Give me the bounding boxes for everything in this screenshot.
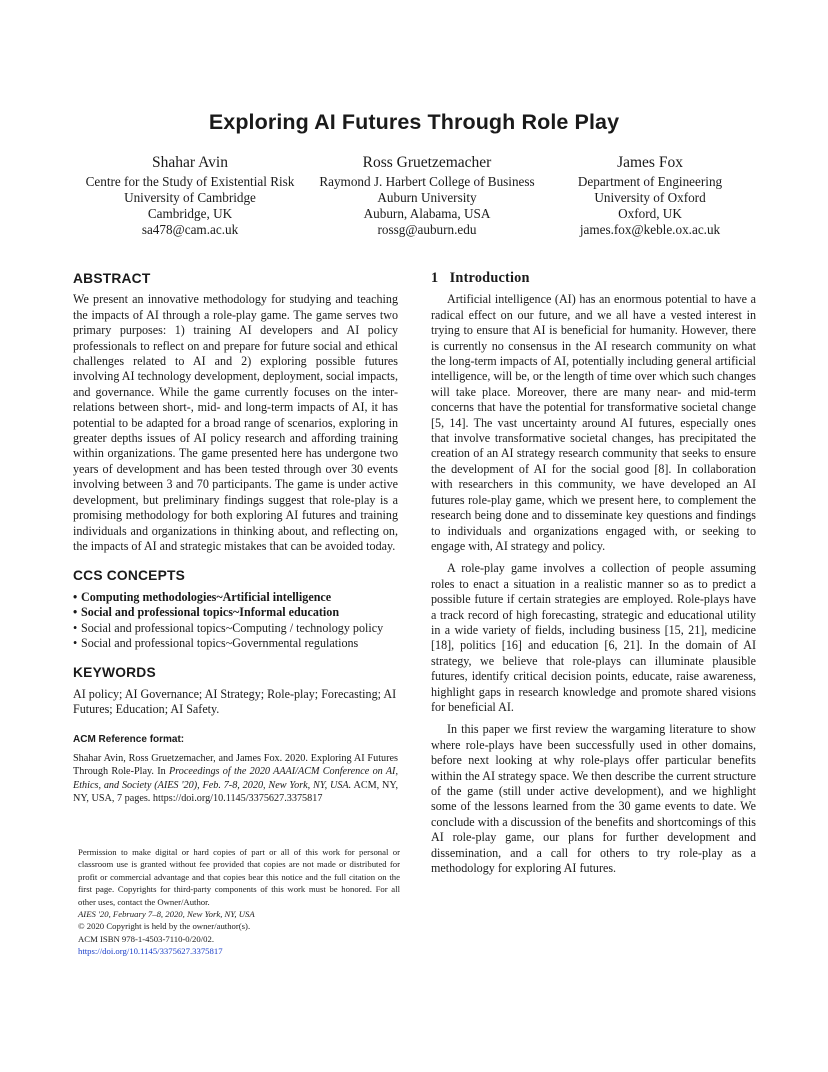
permission-copyright: © 2020 Copyright is held by the owner/author(s). bbox=[78, 921, 251, 932]
bullet-icon: • bbox=[73, 589, 78, 604]
ccs-item-text: Social and professional topics~Informal education bbox=[81, 605, 340, 620]
author-3 bbox=[560, 153, 740, 238]
doi-link[interactable]: https://doi.org/10.1145/3375627.3375817 bbox=[78, 946, 223, 957]
intro-paragraph: In this paper we first review the wargaming literature to show where role-plays have been successfully used in other domains, before next looking at why role-plays offer particular benefits within the AI strategy space. We then describe the current structure of the game (still under active development), and we highlight some of the lessons learned from the 30 game events to date. We conclude with a discussion of the benefits and shortcomings of this AI role-play game, our plans for further development and dissemination, and a call for others to try role-play as a methodology for exploring AI futures. bbox=[431, 722, 756, 876]
author-location: Cambridge, UK bbox=[147, 206, 233, 221]
ccs-item-text: Computing methodologies~Artificial intelligence bbox=[81, 589, 332, 604]
author-university: Auburn University bbox=[377, 190, 477, 205]
author-2 bbox=[312, 153, 542, 238]
acm-reference-heading: ACM Reference format: bbox=[73, 733, 185, 745]
author-name: Ross Gruetzemacher bbox=[362, 154, 492, 171]
intro-paragraph: A role-play game involves a collection of people assuming roles to enact a situation in a realistic manner so as to predict a possible future if certain strategies are employed. Role-plays have a track record of high forecasting, strategic and educational utility in a wide variety of fields, including business [15, 21], medicine [18], politics [16] and education [6, 21]. In the domain of AI strategy, we believe that role-plays can illuminate plausible futures, identify critical decision points, educate, raise awareness, highlight gaps in research knowledge and promote shared visions for beneficial AI. bbox=[431, 561, 756, 714]
ccs-list bbox=[73, 590, 398, 652]
acm-reference-text bbox=[73, 752, 398, 805]
author-email: rossg@auburn.edu bbox=[377, 222, 477, 237]
right-column bbox=[431, 271, 756, 876]
permission-notice bbox=[78, 846, 400, 958]
ccs-item bbox=[73, 605, 398, 620]
acm-reference-suffix: ACM, NY, NY, USA, 7 pages. https://doi.org/10.1145/3375627.3375817 bbox=[73, 779, 398, 804]
author-name: Shahar Avin bbox=[152, 154, 228, 171]
author-location: Oxford, UK bbox=[618, 206, 682, 221]
ccs-item-text: Social and professional topics~Governmental regulations bbox=[81, 635, 359, 650]
author-university: University of Oxford bbox=[594, 190, 706, 205]
keywords-heading: KEYWORDS bbox=[73, 665, 156, 681]
bullet-icon: • bbox=[73, 620, 78, 635]
acm-reference-venue: Proceedings of the 2020 AAAI/ACM Conference on AI, Ethics, and Society (AIES '20), Feb. 7-8, 2020, New York, NY, USA. bbox=[73, 766, 398, 791]
permission-isbn: ACM ISBN 978-1-4503-7110-0/20/02. bbox=[78, 933, 215, 944]
acm-reference-prefix: Shahar Avin, Ross Gruetzemacher, and James Fox. 2020. Exploring AI Futures Through Role-Play. In bbox=[73, 752, 398, 778]
author-affiliation: Department of Engineering bbox=[577, 174, 723, 189]
ccs-item-text: Social and professional topics~Computing / technology policy bbox=[81, 620, 384, 635]
author-affiliation: Centre for the Study of Existential Risk bbox=[85, 174, 295, 189]
author-university: University of Cambridge bbox=[124, 190, 256, 205]
author-name: James Fox bbox=[617, 154, 683, 171]
permission-text: Permission to make digital or hard copies of part or all of this work for personal or classroom use is granted without fee provided that copies are not made or distributed for profit or commercial advantage and that copies bear this notice and the full citation on the first page. Copyrights for third-party components of this work must be honored. For all other uses, contact the Owner/Author. bbox=[78, 847, 400, 907]
author-1 bbox=[80, 153, 300, 238]
author-email: james.fox@keble.ox.ac.uk bbox=[579, 222, 721, 237]
left-column bbox=[73, 271, 398, 805]
intro-paragraph: Artificial intelligence (AI) has an enormous potential to have a radical effect on our future, and we all have a vested interest in trying to ensure that AI is beneficial for humanity. However, there is currently no consensus in the AI research community on what the long-term impacts of AI, potentially including general artificial intelligence, will be, or the length of time over which such changes will take place. Moreover, there are many near- and mid-term concerns that have the potential for transformative societal change [5, 14]. The vast uncertainty around AI futures, especially ones that involve transformative societal changes, has precipitated the creation of an AI strategy research community that seeks to ensure the development of AI for the social good [8]. In collaboration with researchers in this community, we have developed an AI futures role-play game, which we present here, to complement the research being done and to disseminate key questions and findings to individuals and organizations engaged with, or seeking to engage with, AI strategy and policy. bbox=[431, 292, 756, 553]
keywords-section bbox=[73, 665, 398, 717]
keywords-text: AI policy; AI Governance; AI Strategy; Role-play; Forecasting; AI Futures; Education; AI Safety. bbox=[73, 686, 397, 717]
ccs-item bbox=[73, 590, 398, 605]
ccs-item bbox=[73, 621, 398, 636]
ccs-section bbox=[73, 568, 398, 651]
abstract-text: We present an innovative methodology for studying and teaching the impacts of AI through a role-play game. The game serves two primary purposes: 1) training AI developers and AI policy professionals to reflect on and prepare for future social and ethical challenges related to AI and 2) exploring possible futures involving AI technology development, deployment, social impacts, and governance. While the game currently focuses on the inter-relations between short-, mid- and long-term impacts of AI, it has potential to be adapted for a broad range of scenarios, exploring in greater depths issues of AI policy research and affording training within organizations. The game presented here has undergone two years of development and has been tested through over 30 events involving between 3 and 70 participants. The game is under active development, but preliminary findings suggest that role-play is a promising methodology for both exploring AI futures and training individuals and organizations in thinking about, and reflecting on, the impacts of AI and strategic mistakes that can be avoided today. bbox=[73, 292, 398, 553]
bullet-icon: • bbox=[73, 605, 78, 620]
permission-venue: AIES '20, February 7–8, 2020, New York, NY, USA bbox=[78, 909, 255, 920]
author-location: Auburn, Alabama, USA bbox=[363, 206, 491, 221]
paper-title: Exploring AI Futures Through Role Play bbox=[208, 110, 620, 134]
author-email: sa478@cam.ac.uk bbox=[141, 222, 239, 237]
ccs-heading: CCS CONCEPTS bbox=[73, 568, 186, 584]
ccs-item bbox=[73, 636, 398, 651]
author-affiliation: Raymond J. Harbert College of Business bbox=[319, 174, 535, 189]
introduction-heading: 1 Introduction bbox=[431, 270, 530, 286]
bullet-icon: • bbox=[73, 635, 78, 650]
abstract-heading: ABSTRACT bbox=[73, 271, 151, 286]
